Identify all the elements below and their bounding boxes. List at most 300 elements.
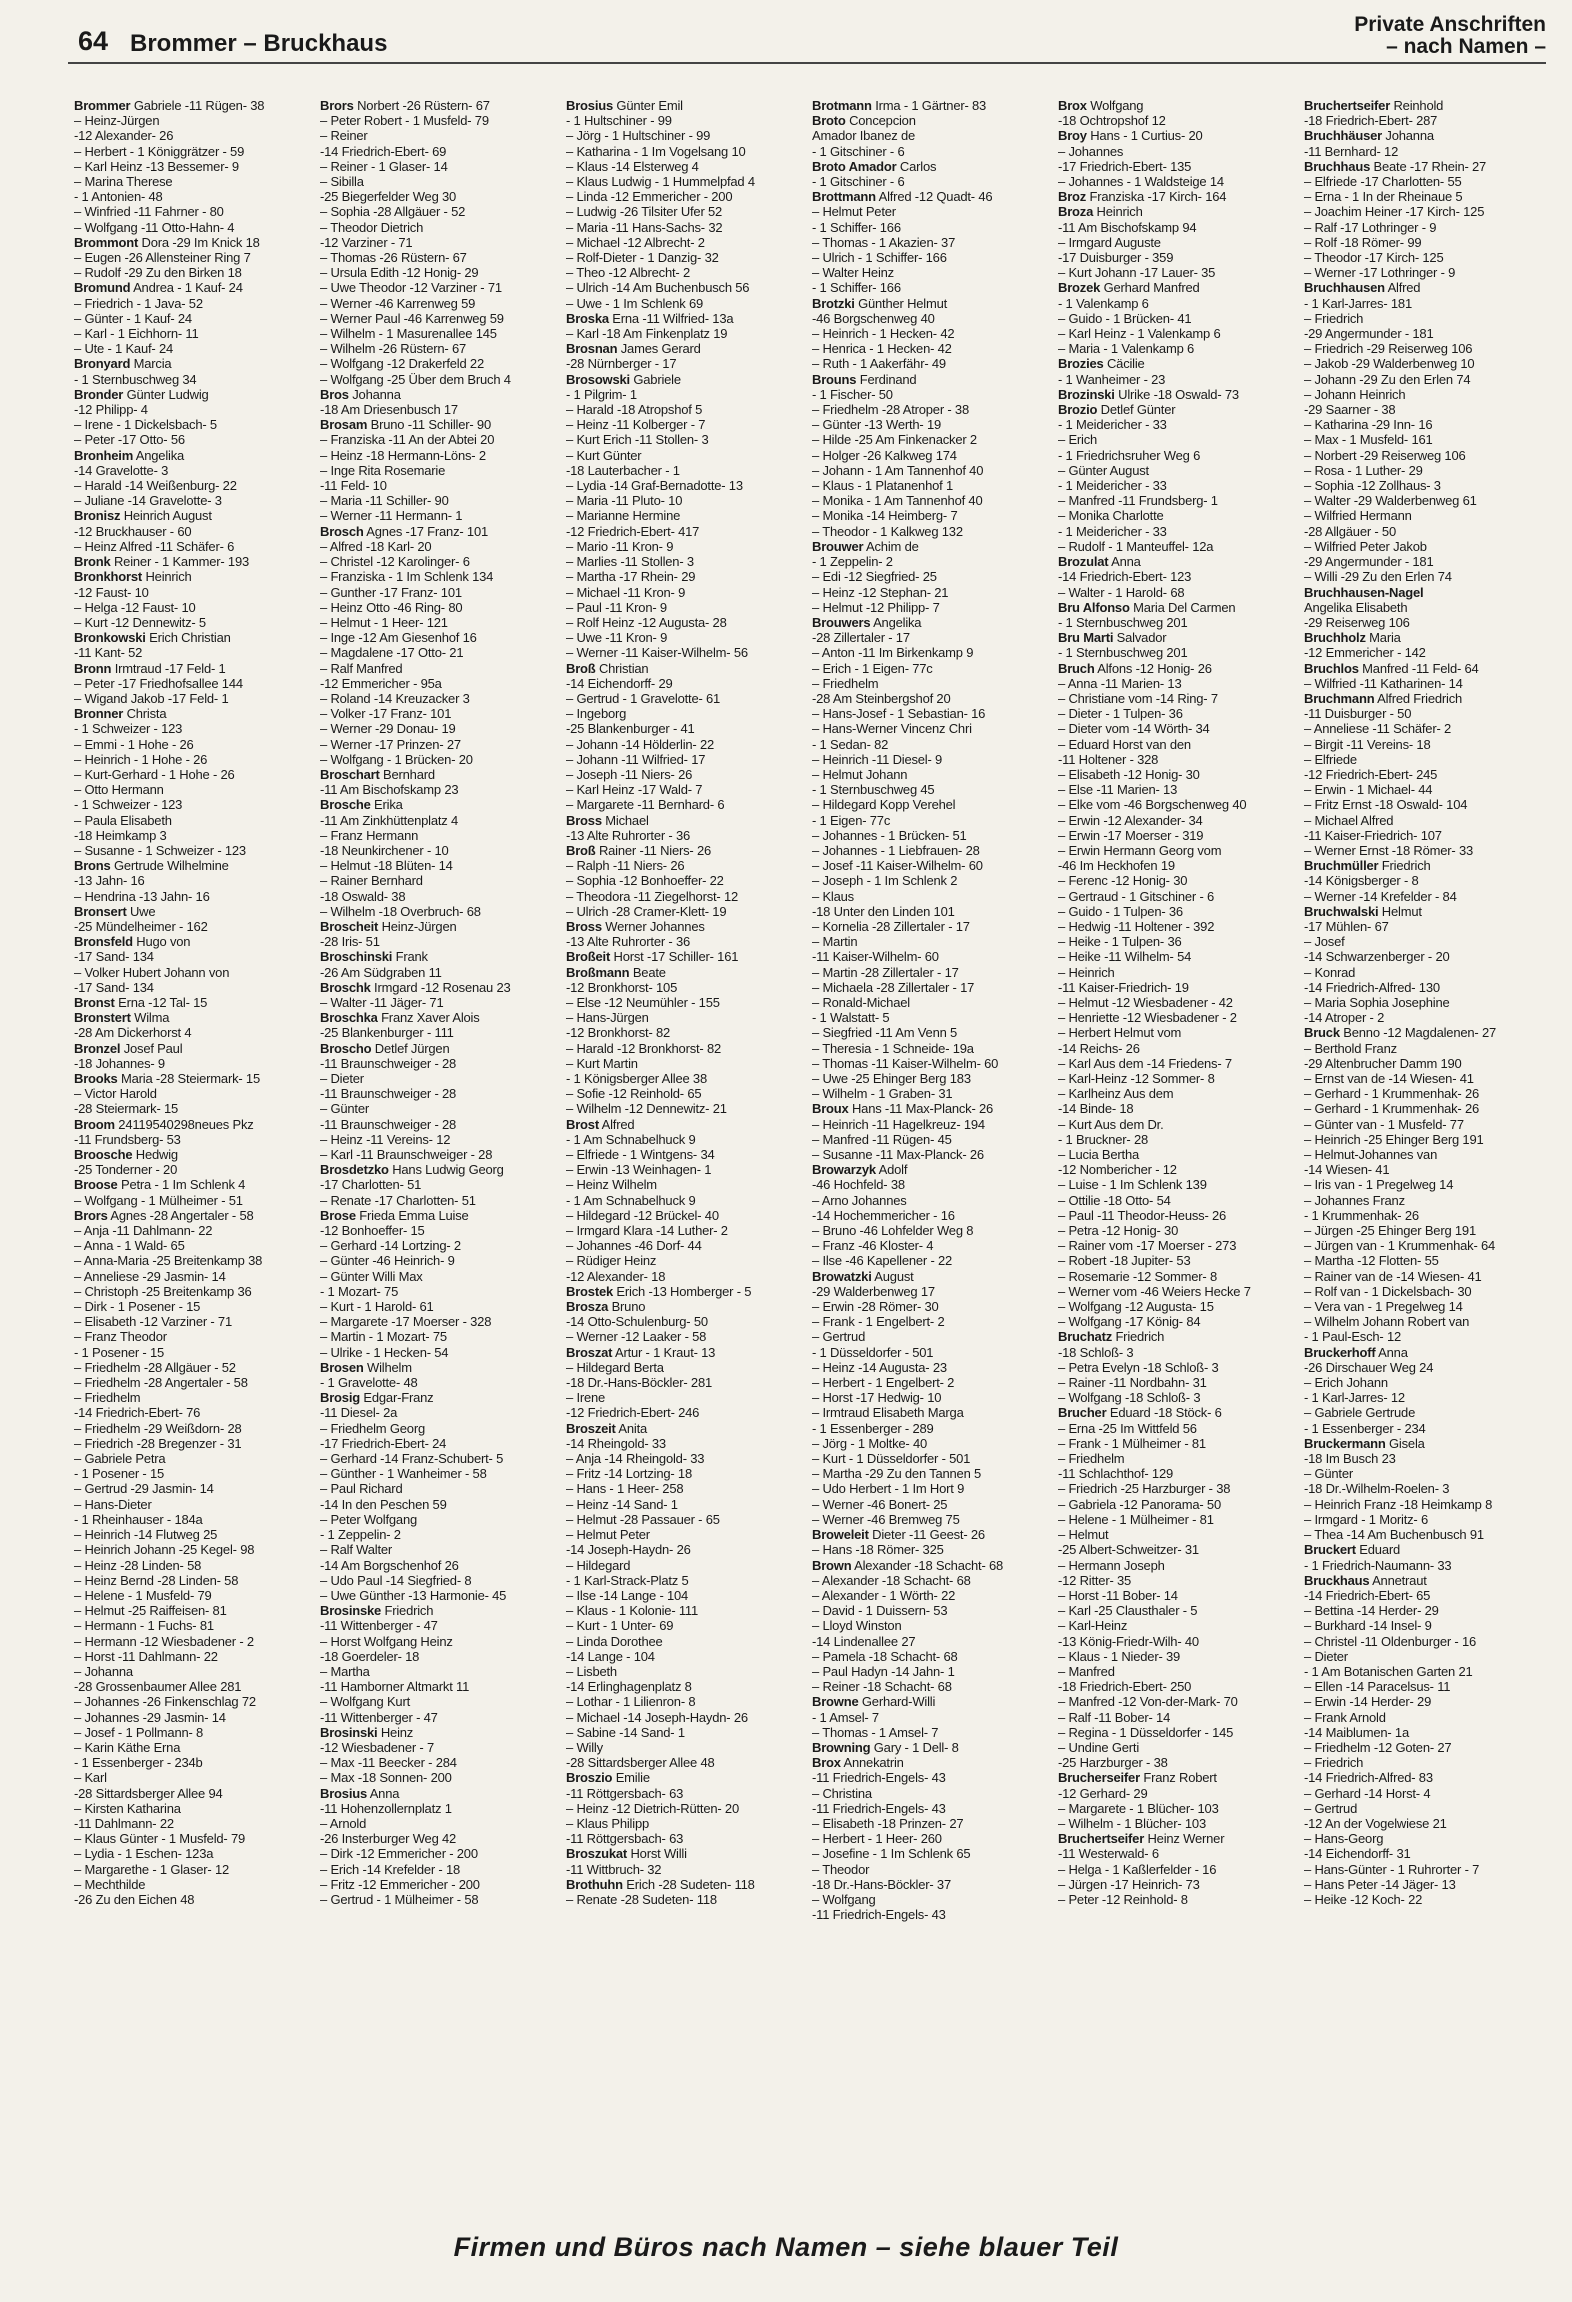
entry-text: – Dieter (1304, 1648, 1348, 1664)
entry-text: – Arno Johannes (812, 1192, 907, 1208)
directory-entry (566, 1299, 804, 1314)
directory-entry (74, 949, 312, 964)
surname: Brors (320, 98, 354, 113)
surname: Bruchwalski (1304, 903, 1379, 919)
directory-entry (1304, 356, 1542, 371)
entry-text: – Rolf -18 Römer- 99 (1304, 234, 1422, 250)
directory-entry (812, 356, 1050, 371)
entry-text: – Klaus Philipp (566, 1815, 649, 1831)
entry-text: – Josef (1304, 934, 1345, 950)
directory-entry (1058, 493, 1296, 508)
entry-text: – Robert -18 Jupiter- 53 (1058, 1253, 1191, 1269)
entry-text: – Johannes Franz (1304, 1192, 1405, 1208)
directory-entry (74, 1481, 312, 1496)
entry-text: – Henriette -12 Wiesbadener - 2 (1058, 1010, 1237, 1026)
entry-text: Erich -13 Homberger - 5 (613, 1283, 752, 1299)
entry-text: – Elisabeth -12 Varziner - 71 (74, 1314, 232, 1330)
directory-entry (74, 1345, 312, 1360)
entry-text: -12 Friedrich-Ebert- 246 (566, 1405, 700, 1421)
directory-entry (1058, 1649, 1296, 1664)
entry-text: – Christoph -25 Breitenkamp 36 (74, 1283, 252, 1299)
entry-text: Norbert -26 Rüstern- 67 (353, 98, 490, 113)
directory-entry (1058, 1740, 1296, 1755)
entry-text: -12 Gerhard- 29 (1058, 1785, 1148, 1801)
entry-text: – Heinz Wilhelm (566, 1177, 657, 1193)
entry-text: – Wilhelm -18 Overbruch- 68 (320, 903, 481, 919)
directory-entry (812, 949, 1050, 964)
entry-text: – Margarete -17 Moerser - 328 (320, 1314, 492, 1330)
entry-text: – Ludwig -26 Tilsiter Ufer 52 (566, 204, 723, 220)
directory-entry (812, 1208, 1050, 1223)
directory-column-5 (1058, 98, 1296, 1907)
directory-entry (74, 1284, 312, 1299)
directory-entry (566, 128, 804, 143)
entry-text: – Ottilie -18 Otto- 54 (1058, 1192, 1171, 1208)
directory-entry (812, 98, 1050, 113)
entry-text: – Karl -18 Am Finkenplatz 19 (566, 326, 728, 342)
section-label-line1: Private Anschriften (1354, 13, 1546, 36)
directory-entry (1058, 1147, 1296, 1162)
directory-entry (74, 432, 312, 447)
directory-entry (320, 1147, 558, 1162)
entry-text: – Paul -11 Theodor-Heuss- 26 (1058, 1207, 1227, 1223)
entry-text: Alfred (598, 1116, 635, 1132)
entry-text: – Wilhelm Johann Robert van (1304, 1314, 1470, 1330)
directory-entry (812, 1740, 1050, 1755)
surname: Bronisz (74, 508, 121, 524)
directory-entry (1058, 569, 1296, 584)
entry-text: – Hermann -12 Wiesbadener - 2 (74, 1633, 254, 1649)
entry-text: – Dieter - 1 Tulpen- 36 (1058, 706, 1183, 722)
entry-text: - 1 Essenberger - 234 (1304, 1420, 1426, 1436)
directory-entry (1058, 174, 1296, 189)
directory-entry (1058, 1512, 1296, 1527)
surname: Brosinske (320, 1603, 382, 1619)
entry-text: -17 Duisburger - 359 (1058, 250, 1174, 266)
directory-entry (1058, 508, 1296, 523)
entry-text: – Klaus -14 Elsterweg 4 (566, 158, 699, 174)
directory-column-3 (566, 98, 804, 1907)
directory-entry (320, 1740, 558, 1755)
directory-entry (566, 1284, 804, 1299)
directory-entry (320, 189, 558, 204)
entry-text: Reinhold (1390, 98, 1444, 113)
surname: Bross (566, 918, 602, 934)
entry-text: Johanna (348, 386, 401, 402)
entry-text: – Friedhelm (1058, 1451, 1125, 1467)
directory-entry (74, 1132, 312, 1147)
surname: Broß (566, 660, 596, 676)
surname: Browning (812, 1739, 871, 1755)
entry-text: Dora -29 Im Knick 18 (138, 234, 260, 250)
entry-text: – Bettina -14 Herder- 29 (1304, 1603, 1439, 1619)
entry-text: - 1 Meidericher - 33 (1058, 417, 1167, 433)
directory-entry (74, 1877, 312, 1892)
directory-entry (320, 539, 558, 554)
directory-entry (1304, 965, 1542, 980)
entry-text: – Marianne Hermine (566, 508, 681, 524)
directory-entry (1058, 1299, 1296, 1314)
directory-entry (1058, 661, 1296, 676)
entry-text: – Helene - 1 Mülheimer - 81 (1058, 1511, 1214, 1527)
entry-text: -14 Lindenallee 27 (812, 1633, 916, 1649)
directory-entry (812, 235, 1050, 250)
directory-entry (1304, 1634, 1542, 1649)
surname: Brosch (320, 523, 364, 539)
directory-entry (566, 949, 804, 964)
entry-text: – Johann -29 Zu den Erlen 74 (1304, 371, 1471, 387)
entry-text: – Uwe Theodor -12 Varziner - 71 (320, 280, 502, 296)
entry-text: Benno -12 Magdalenen- 27 (1339, 1025, 1497, 1041)
entry-text: – David - 1 Duissern- 53 (812, 1603, 948, 1619)
entry-text: -11 Kant- 52 (74, 645, 143, 661)
directory-entry (320, 767, 558, 782)
entry-text: – Wilhelm -26 Rüstern- 67 (320, 341, 466, 357)
directory-entry (1058, 1071, 1296, 1086)
directory-entry (74, 1603, 312, 1618)
directory-entry (1304, 1877, 1542, 1892)
directory-entry (812, 1497, 1050, 1512)
entry-text: James Gerard (617, 341, 701, 357)
entry-text: – Horst -11 Bober- 14 (1058, 1587, 1178, 1603)
directory-entry (566, 493, 804, 508)
entry-text: - 1 Posener - 15 (74, 1466, 165, 1482)
entry-text: – Heinrich -14 Flutweg 25 (74, 1527, 218, 1543)
entry-text: – Alexander -18 Schacht- 68 (812, 1572, 971, 1588)
directory-entry (566, 1846, 804, 1861)
directory-entry (1304, 372, 1542, 387)
entry-text: – Uwe Günther -13 Harmonie- 45 (320, 1587, 507, 1603)
directory-entry (1058, 813, 1296, 828)
entry-text: -28 Allgäuer - 50 (1304, 523, 1396, 539)
section-label-line2: – nach Namen – (1386, 35, 1546, 58)
directory-entry (812, 1056, 1050, 1071)
directory-entry (812, 372, 1050, 387)
directory-entry (320, 417, 558, 432)
directory-entry (74, 1542, 312, 1557)
entry-text: – Wolfgang Kurt (320, 1694, 410, 1710)
directory-entry (1304, 1375, 1542, 1390)
entry-text: – Peter Robert - 1 Musfeld- 79 (320, 113, 489, 129)
directory-entry (1058, 1527, 1296, 1542)
entry-text: – Hildegard (566, 1557, 631, 1573)
entry-text: - 1 Paul-Esch- 12 (1304, 1329, 1402, 1345)
directory-entry (566, 1877, 804, 1892)
surname: Brosam (320, 417, 368, 433)
surname: Broschart (320, 766, 380, 782)
directory-entry (1304, 752, 1542, 767)
directory-entry (812, 1269, 1050, 1284)
directory-entry (1304, 1177, 1542, 1192)
entry-text: – Werner -11 Hermann- 1 (320, 508, 463, 524)
entry-text: – Ute - 1 Kauf- 24 (74, 341, 174, 357)
entry-text: – Johann -14 Hölderlin- 22 (566, 736, 715, 752)
directory-entry (812, 645, 1050, 660)
entry-text: – Thomas - 1 Amsel- 7 (812, 1724, 939, 1740)
entry-text: -11 Röttgersbach- 63 (566, 1785, 684, 1801)
directory-entry (812, 676, 1050, 691)
directory-entry (320, 1725, 558, 1740)
surname: Brozies (1058, 356, 1104, 372)
entry-text: Hedwig (132, 1147, 178, 1163)
directory-entry (566, 934, 804, 949)
directory-entry (320, 1162, 558, 1177)
entry-text: – Ulrich - 1 Schiffer- 166 (812, 250, 947, 266)
page-footer: Firmen und Büros nach Namen – siehe blauer Teil (453, 2232, 1119, 2262)
directory-entry (566, 1770, 804, 1785)
surname: Broto Amador (812, 158, 897, 174)
directory-entry (1304, 737, 1542, 752)
entry-text: Gary - 1 Dell- 8 (870, 1739, 959, 1755)
directory-entry (1304, 204, 1542, 219)
surname: Broszeit (566, 1420, 616, 1436)
directory-entry (812, 1694, 1050, 1709)
entry-text: – Christiane vom -14 Ring- 7 (1058, 690, 1218, 706)
directory-entry (1304, 1862, 1542, 1877)
directory-entry (812, 1177, 1050, 1192)
directory-entry (566, 1132, 804, 1147)
entry-text: – Wolfgang -25 Über dem Bruch 4 (320, 371, 511, 387)
entry-text: Anna (1375, 1344, 1408, 1360)
directory-entry (74, 1634, 312, 1649)
directory-entry (74, 1360, 312, 1375)
entry-text: – Heike -11 Wilhelm- 54 (1058, 949, 1192, 965)
entry-text: – Max -18 Sonnen- 200 (320, 1770, 452, 1786)
directory-entry (320, 721, 558, 736)
directory-entry (566, 843, 804, 858)
directory-entry (74, 250, 312, 265)
entry-text: – Hermann Joseph (1058, 1557, 1165, 1573)
directory-entry (1304, 600, 1542, 615)
directory-entry (1058, 417, 1296, 432)
entry-text: -11 Friedrich-Engels- 43 (812, 1800, 946, 1816)
directory-entry (320, 1451, 558, 1466)
entry-text: Dieter -11 Geest- 26 (868, 1527, 985, 1543)
entry-text: - 1 Karl-Jarres- 12 (1304, 1390, 1405, 1406)
surname: Bronkowski (74, 630, 146, 646)
entry-text: Wolfgang (1086, 98, 1144, 113)
entry-text: – Thomas -26 Rüstern- 67 (320, 250, 467, 266)
directory-entry (1058, 296, 1296, 311)
entry-text: -13 König-Friedr-Wilh- 40 (1058, 1633, 1199, 1649)
directory-entry (1058, 1117, 1296, 1132)
entry-text: Irmtraud -17 Feld- 1 (111, 660, 226, 676)
directory-entry (812, 843, 1050, 858)
entry-text: – Thomas -11 Kaiser-Wilhelm- 60 (812, 1055, 999, 1071)
directory-entry (812, 341, 1050, 356)
directory-entry (320, 1481, 558, 1496)
directory-entry (1304, 1770, 1542, 1785)
entry-text: – Hans Peter -14 Jäger- 13 (1304, 1876, 1456, 1892)
directory-entry (1304, 1816, 1542, 1831)
directory-entry (566, 752, 804, 767)
directory-entry (1058, 1101, 1296, 1116)
directory-entry (74, 1497, 312, 1512)
directory-entry (320, 341, 558, 356)
directory-entry (74, 463, 312, 478)
directory-entry (320, 204, 558, 219)
directory-entry (1304, 889, 1542, 904)
entry-text: -28 Am Steinbergshof 20 (812, 690, 951, 706)
directory-entry (1304, 280, 1542, 295)
entry-text: – Heinz -12 Stephan- 21 (812, 584, 949, 600)
entry-text: – Herbert Helmut vom (1058, 1025, 1182, 1041)
directory-entry (566, 1329, 804, 1344)
directory-entry (320, 1618, 558, 1633)
directory-entry (1304, 1010, 1542, 1025)
surname: Broßeit (566, 949, 611, 965)
directory-entry (1304, 1740, 1542, 1755)
entry-text: – Johannes -26 Finkenschlag 72 (74, 1694, 256, 1710)
entry-text: – Henrica - 1 Hecken- 42 (812, 341, 952, 357)
entry-text: Salvador (1113, 630, 1167, 646)
entry-text: – Gerhard - 1 Krummenhak- 26 (1304, 1101, 1480, 1117)
directory-entry (1304, 1588, 1542, 1603)
directory-entry (74, 220, 312, 235)
entry-text: – Sophia -28 Allgäuer - 52 (320, 204, 466, 220)
entry-text: -12 Emmericher - 95a (320, 675, 442, 691)
entry-text: – Elfriede - 1 Wintgens- 34 (566, 1147, 715, 1163)
entry-text: – Martha (320, 1663, 370, 1679)
directory-entry (812, 661, 1050, 676)
directory-entry (320, 828, 558, 843)
directory-entry (320, 752, 558, 767)
surname: Broschka (320, 1010, 378, 1026)
entry-text: – Johannes (1058, 143, 1124, 159)
surname: Brosche (320, 797, 371, 813)
directory-entry (74, 204, 312, 219)
entry-text: – Kurt - 1 Unter- 69 (566, 1618, 674, 1634)
directory-entry (1058, 691, 1296, 706)
directory-entry (74, 1679, 312, 1694)
directory-entry (566, 463, 804, 478)
entry-text: – Günter - 1 Kauf- 24 (74, 310, 192, 326)
directory-entry (566, 1253, 804, 1268)
entry-text: – Marina Therese (74, 174, 173, 190)
entry-text: – Hildegard -12 Brückel- 40 (566, 1207, 719, 1223)
entry-text: -11 Braunschweiger - 28 (320, 1055, 457, 1071)
directory-entry (1058, 448, 1296, 463)
entry-text: – Klaus - 1 Platanenhof 1 (812, 478, 953, 494)
entry-text: – Erwin -17 Moerser - 319 (1058, 827, 1204, 843)
surname: Bruchlos (1304, 660, 1359, 676)
entry-text: - 1 Bruckner- 28 (1058, 1131, 1149, 1147)
directory-entry (812, 1421, 1050, 1436)
entry-text: – Ulrich -28 Cramer-Klett- 19 (566, 903, 727, 919)
directory-entry (74, 1117, 312, 1132)
directory-entry (566, 1071, 804, 1086)
directory-entry (812, 919, 1050, 934)
directory-entry (1304, 1755, 1542, 1770)
entry-text: - 1 Walstatt- 5 (812, 1010, 890, 1026)
directory-entry (74, 1649, 312, 1664)
directory-entry (74, 1451, 312, 1466)
directory-entry (74, 1573, 312, 1588)
directory-entry (320, 1801, 558, 1816)
directory-entry (566, 797, 804, 812)
directory-entry (1058, 630, 1296, 645)
directory-entry (812, 1390, 1050, 1405)
entry-text: – Manfred -11 Frundsberg- 1 (1058, 493, 1218, 509)
directory-entry (566, 889, 804, 904)
directory-entry (566, 220, 804, 235)
directory-entry (1304, 1208, 1542, 1223)
directory-entry (812, 296, 1050, 311)
entry-text: – Gerhard -14 Lortzing- 2 (320, 1238, 461, 1254)
entry-text: Gerhard Manfred (1100, 280, 1200, 296)
directory-entry (1304, 478, 1542, 493)
directory-entry (812, 1618, 1050, 1633)
directory-entry (320, 174, 558, 189)
directory-entry (320, 661, 558, 676)
directory-entry (1304, 1421, 1542, 1436)
entry-text: - 1 Essenberger - 234b (74, 1755, 203, 1771)
entry-text: – Rudolf -29 Zu den Birken 18 (74, 265, 242, 281)
entry-text: – Helmut -12 Wiesbadener - 42 (1058, 994, 1233, 1010)
entry-text: -29 Angermunder - 181 (1304, 554, 1434, 570)
directory-entry (1058, 1618, 1296, 1633)
entry-text: - 1 Sternbuschweg 34 (74, 371, 197, 387)
directory-entry (566, 1725, 804, 1740)
entry-text: – Jürgen van - 1 Krummenhak- 64 (1304, 1238, 1496, 1254)
directory-entry (1058, 1177, 1296, 1192)
entry-text: Gisela (1385, 1435, 1425, 1451)
entry-text: – Horst -11 Dahlmann- 22 (74, 1648, 218, 1664)
directory-entry (74, 402, 312, 417)
directory-entry (74, 493, 312, 508)
entry-text: -12 Emmericher - 142 (1304, 645, 1426, 661)
page-number: 64 (78, 26, 109, 56)
entry-text: – Wolfgang -11 Otto-Hahn- 4 (74, 219, 235, 235)
entry-text: Reiner - 1 Kammer- 193 (110, 554, 250, 570)
entry-text: -29 Reiserweg 106 (1304, 614, 1410, 630)
surname: Brosza (566, 1299, 609, 1315)
directory-entry (74, 645, 312, 660)
directory-entry (566, 995, 804, 1010)
entry-text: -12 Friedrich-Ebert- 245 (1304, 766, 1438, 782)
entry-text: – Rainer -11 Nordbahn- 31 (1058, 1375, 1207, 1391)
entry-text: – Peter -17 Friedhofsallee 144 (74, 675, 243, 691)
entry-text: – Elisabeth -12 Honig- 30 (1058, 766, 1200, 782)
directory-entry (1304, 585, 1542, 600)
directory-entry (812, 326, 1050, 341)
entry-text: - 1 Sternbuschweg 45 (812, 782, 935, 798)
directory-entry (812, 980, 1050, 995)
entry-text: -18 Heimkamp 3 (74, 827, 167, 843)
directory-entry (812, 691, 1050, 706)
entry-text: -18 Schloß- 3 (1058, 1344, 1134, 1360)
directory-entry (812, 1329, 1050, 1344)
entry-text: – Karl Heinz - 1 Valenkamp 6 (1058, 326, 1221, 342)
directory-entry (1304, 220, 1542, 235)
directory-entry (74, 1831, 312, 1846)
surname: Brommer (74, 98, 131, 113)
directory-entry (74, 1299, 312, 1314)
directory-entry (566, 1558, 804, 1573)
entry-text: - 1 Zeppelin- 2 (812, 554, 893, 570)
entry-text: – Kurt - 1 Düsseldorfer - 501 (812, 1451, 971, 1467)
directory-entry (566, 189, 804, 204)
directory-entry (1304, 1846, 1542, 1861)
entry-text: -12 Alexander- 18 (566, 1268, 666, 1284)
directory-entry (1304, 1299, 1542, 1314)
entry-text: – Hildegard Berta (566, 1359, 664, 1375)
directory-entry (320, 691, 558, 706)
directory-entry (566, 1238, 804, 1253)
entry-text: Erich Christian (145, 630, 231, 646)
directory-entry (74, 1436, 312, 1451)
directory-entry (1058, 721, 1296, 736)
